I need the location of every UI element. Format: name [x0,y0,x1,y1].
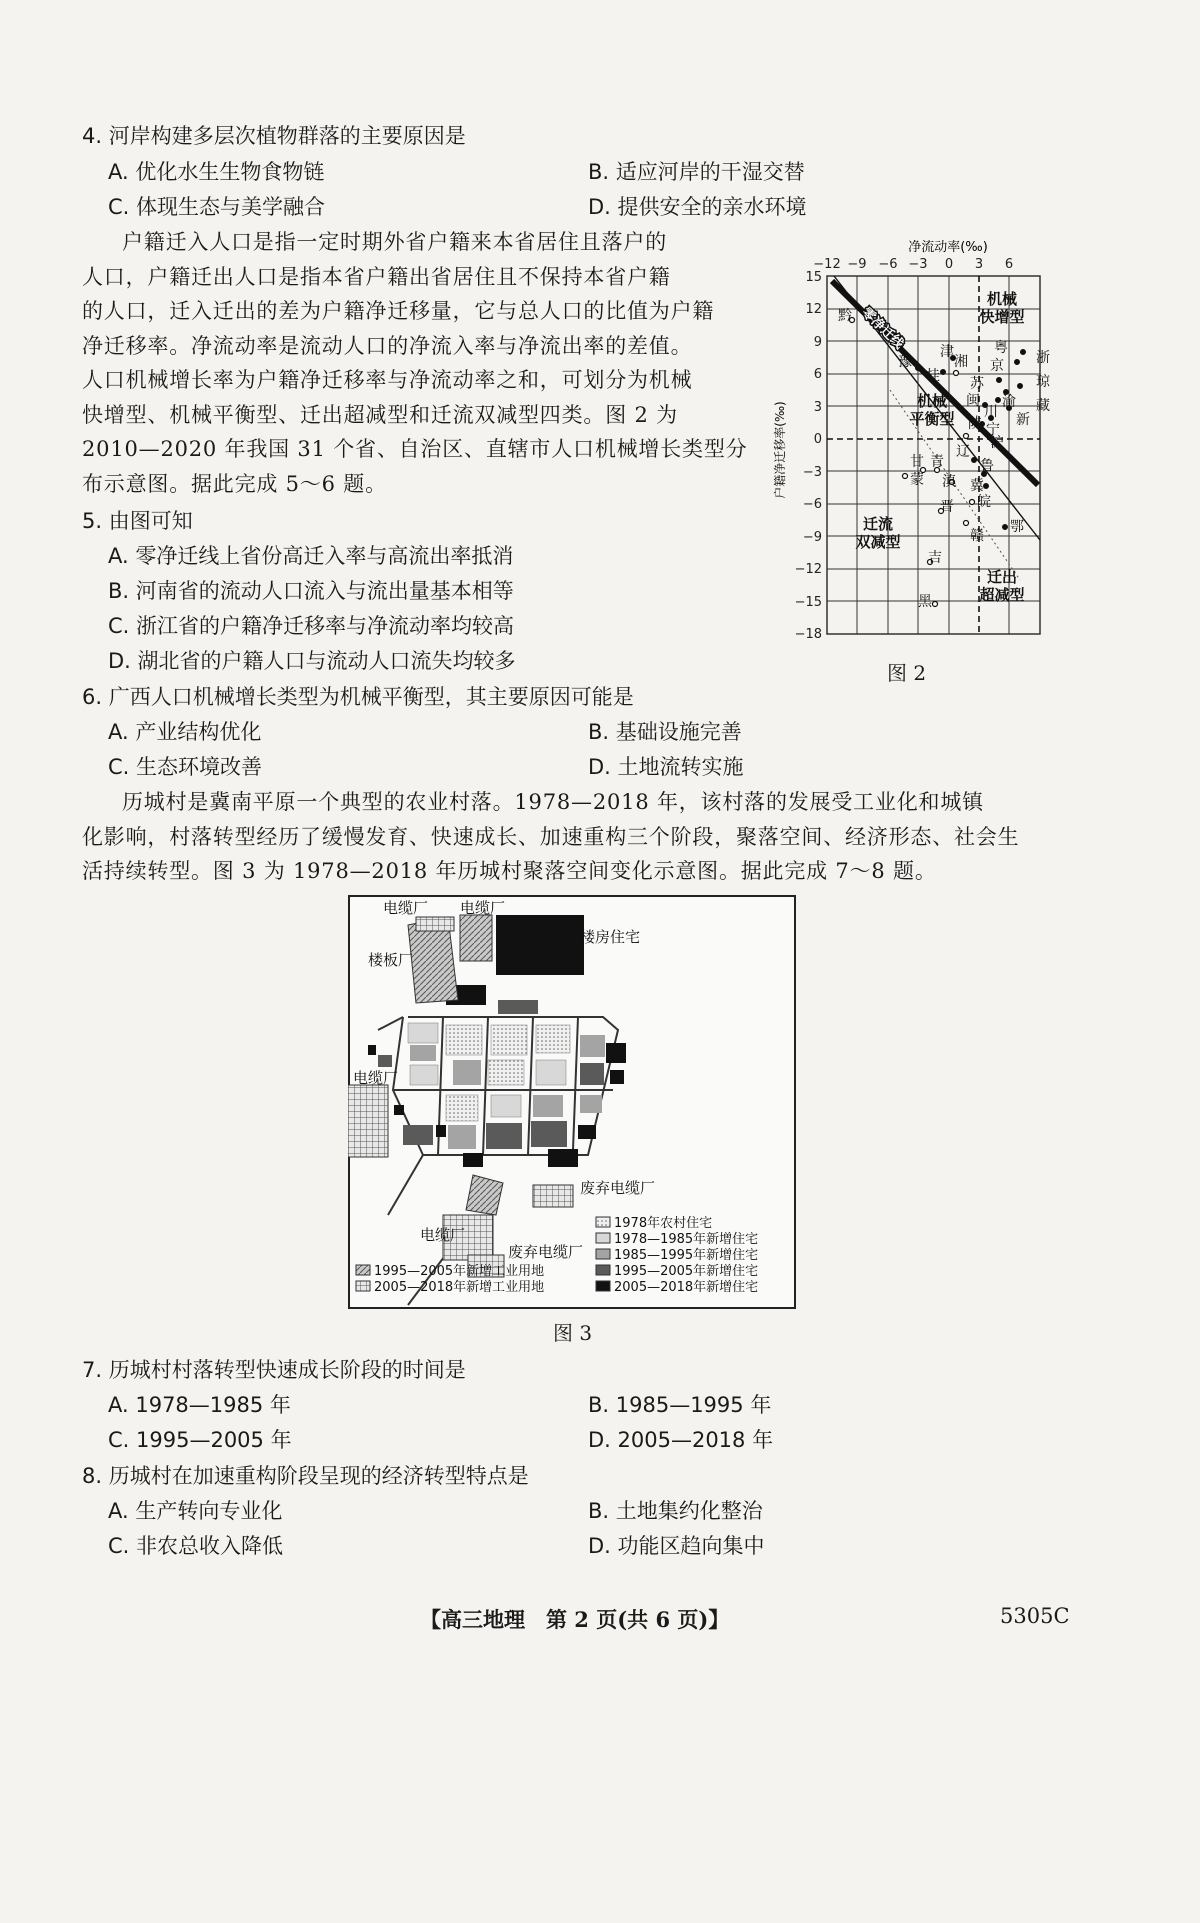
province-label: 浙 [1036,350,1050,366]
y-axis-title: 户籍净迁移率(‰) [773,401,787,499]
province-label: 京 [990,358,1004,374]
y-tick: 9 [813,335,822,350]
legend-res: 2005—2018年新增住宅 [614,1280,759,1295]
q6-option-b: B. 基础设施完善 [588,720,742,744]
province-label: 辽 [956,444,970,460]
point-inner-mongolia [903,474,908,479]
region-fast-label: 快增型 [979,308,1025,326]
passage1-line: 人口，户籍迁出人口是指本省户籍出省居住且不保持本省户籍 [82,264,671,289]
province-label: 陕 [968,416,982,432]
figure-3-map [348,895,796,1309]
label-abandoned-cable-factory: 废弃电缆厂 [508,1243,584,1261]
province-label: 新 [1016,412,1030,428]
passage1-line: 快增型、机械平衡型、迁出超减型和迁流双减型四类。图 2 为 [82,402,678,427]
q8-option-d: D. 功能区趋向集中 [588,1534,765,1558]
province-label: 粤 [994,340,1008,356]
y-tick: 3 [813,400,822,415]
footer-page-info: 【高三地理 第 2 页(共 6 页)】 [420,1607,730,1632]
region-balance-label: 平衡型 [909,410,955,428]
q5-option-a: A. 零净迁线上省份高迁入率与高流出率抵消 [108,544,514,568]
province-label: 藏 [1036,398,1050,414]
q4-option-d: D. 提供安全的亲水环境 [588,195,807,219]
y-tick: −18 [794,627,822,642]
point-chongqing [996,398,1001,403]
q6-option-d: D. 土地流转实施 [588,755,744,779]
passage1-line: 的人口，迁入迁出的差为户籍净迁移量，它与总人口的比值为户籍 [82,299,715,323]
q8-option-b: B. 土地集约化整治 [588,1499,763,1523]
y-tick: 0 [813,432,822,447]
legend-res: 1978—1985年新增住宅 [614,1232,759,1247]
province-label: 鲁 [980,458,994,474]
y-tick: −15 [794,595,822,610]
legend-res: 1985—1995年新增住宅 [614,1248,759,1263]
province-label: 黑 [918,594,932,610]
passage1-line: 布示意图。据此完成 5～6 题。 [82,471,387,496]
label-abandoned-cable-factory: 废弃电缆厂 [580,1179,656,1197]
point-shanghai [964,434,969,439]
province-label: 渝 [1002,394,1016,410]
x-tick: 0 [944,257,954,272]
province-label: 津 [940,344,954,360]
passage-migration [82,225,747,501]
y-tick: 6 [813,367,822,382]
point-henan [916,366,921,371]
province-label: 川 [984,404,998,420]
q8-stem: 8. 历城村在加速重构阶段呈现的经济转型特点是 [82,1464,529,1488]
passage2-line: 化影响，村落转型经历了缓慢发育、快速成长、加速重构三个阶段，聚落空间、经济形态、社会生 [82,824,1020,849]
point-zhejiang [1015,360,1020,365]
footer-code: 5305C [1000,1604,1070,1628]
y-tick: 15 [805,270,822,285]
figure-3-caption: 图 3 [553,1321,593,1345]
province-label: 青 [930,454,944,470]
passage-village [82,785,1019,889]
province-label: 赣 [970,528,984,544]
q4-stem: 4. 河岸构建多层次植物群落的主要原因是 [82,124,466,148]
y-tick: −9 [802,530,822,545]
x-tick: −12 [813,257,841,272]
x-tick: −9 [847,257,867,272]
y-tick: 12 [805,302,822,317]
province-label: 桂 [926,368,940,384]
zero-net-line-label: 零净迁线 [858,305,907,353]
label-cable-factory: 电缆厂 [383,899,429,917]
q8-option-a: A. 生产转向专业化 [108,1499,283,1523]
y-tick: −6 [802,497,822,512]
passage2-line: 活持续转型。图 3 为 1978—2018 年历城村聚落空间变化示意图。据此完成 7～8 题。 [82,859,937,883]
q6-option-c: C. 生态环境改善 [108,755,263,779]
q6-stem: 6. 广西人口机械增长类型为机械平衡型，其主要原因可能是 [82,685,634,709]
q7-option-d: D. 2005—2018 年 [588,1428,774,1452]
legend-industry: 2005—2018年新增工业用地 [374,1280,545,1295]
point-guangxi [941,370,946,375]
label-cable-factory: 电缆厂 [460,899,506,917]
q5-stem: 5. 由图可知 [82,509,193,533]
province-label: 甘 [910,454,924,470]
region-double-label: 双减型 [855,533,901,551]
label-cable-factory: 电缆厂 [420,1226,466,1244]
province-label: 皖 [977,494,991,510]
x-tick: 3 [974,257,984,272]
figure-2-chart [770,240,1070,650]
legend-industry: 1995—2005年新增工业用地 [374,1264,545,1279]
label-apartment-housing: 楼房住宅 [580,928,641,946]
point-anhui [970,500,975,505]
q7-stem: 7. 历城村村落转型快速成长阶段的时间是 [82,1358,466,1382]
point-jiangxi [964,521,969,526]
passage1-line: 2010—2020 年我国 31 个省、自治区、直辖市人口机械增长类型分 [82,437,748,461]
passage2-line: 历城村是冀南平原一个典型的农业村落。1978—2018 年，该村落的发展受工业化和城镇 [122,790,984,814]
region-out-label: 超减型 [979,586,1025,604]
legend-res: 1978年农村住宅 [614,1216,713,1231]
province-label: 闽 [966,393,980,409]
y-tick: −12 [794,562,822,577]
x-tick: 6 [1004,257,1014,272]
q6-option-a: A. 产业结构优化 [108,720,262,744]
province-label: 冀 [970,478,984,494]
province-label: 蒙 [910,472,924,488]
x-tick: −3 [908,257,928,272]
y-tick: −3 [802,465,822,480]
point-hainan [1018,384,1023,389]
q7-option-b: B. 1985—1995 年 [588,1393,772,1417]
province-label: 吉 [928,550,942,566]
province-label: 晋 [940,499,954,515]
province-label: 琼 [1036,374,1050,390]
province-label: 豫 [898,354,912,370]
region-double-label: 迁流 [862,515,894,533]
region-out-label: 迁出 [986,568,1018,586]
q5-option-c: C. 浙江省的户籍净迁移率与净流动率均较高 [108,614,515,638]
q7-option-c: C. 1995—2005 年 [108,1428,292,1452]
point-guangdong [1021,350,1026,355]
figure-2-caption: 图 2 [887,661,927,685]
province-label: 滇 [942,474,956,490]
x-axis-title: 净流动率(‰) [908,240,988,255]
label-cable-factory: 电缆厂 [353,1069,399,1087]
point-hubei [1003,525,1008,530]
province-label: 黔 [838,308,852,324]
q8-option-c: C. 非农总收入降低 [108,1534,284,1558]
q5-option-b: B. 河南省的流动人口流入与流出量基本相等 [108,579,514,603]
province-label: 苏 [970,376,984,392]
q4-option-a: A. 优化水生生物食物链 [108,160,325,184]
region-fast-label: 机械 [986,290,1018,308]
point-liaoning [972,458,977,463]
q5-option-d: D. 湖北省的户籍人口与流动人口流失均较多 [108,649,516,673]
passage1-line: 净迁移率。净流动率是流动人口的净流入率与净流出率的差值。 [82,333,693,358]
label-floor-slab-factory: 楼板厂 [368,951,414,969]
point-jiangsu [997,378,1002,383]
point-heilongjiang [933,602,938,607]
x-tick: −6 [878,257,898,272]
province-label: 湘 [954,354,968,370]
province-label: 宁 [986,422,1000,438]
province-label: 鄂 [1010,519,1024,535]
q4-option-c: C. 体现生态与美学融合 [108,195,326,219]
region-balance-label: 机械 [916,392,948,410]
passage1-line: 户籍迁入人口是指一定时期外省户籍来本省居住且落户的 [122,230,667,254]
q4-option-b: B. 适应河岸的干湿交替 [588,160,805,184]
passage1-line: 人口机械增长率为户籍净迁移率与净流动率之和，可划分为机械 [82,368,693,392]
point-hunan [954,371,959,376]
q7-option-a: A. 1978—1985 年 [108,1393,291,1417]
point-hebei [984,484,989,489]
province-label: 沪 [990,435,1004,451]
legend-res: 1995—2005年新增住宅 [614,1264,759,1279]
